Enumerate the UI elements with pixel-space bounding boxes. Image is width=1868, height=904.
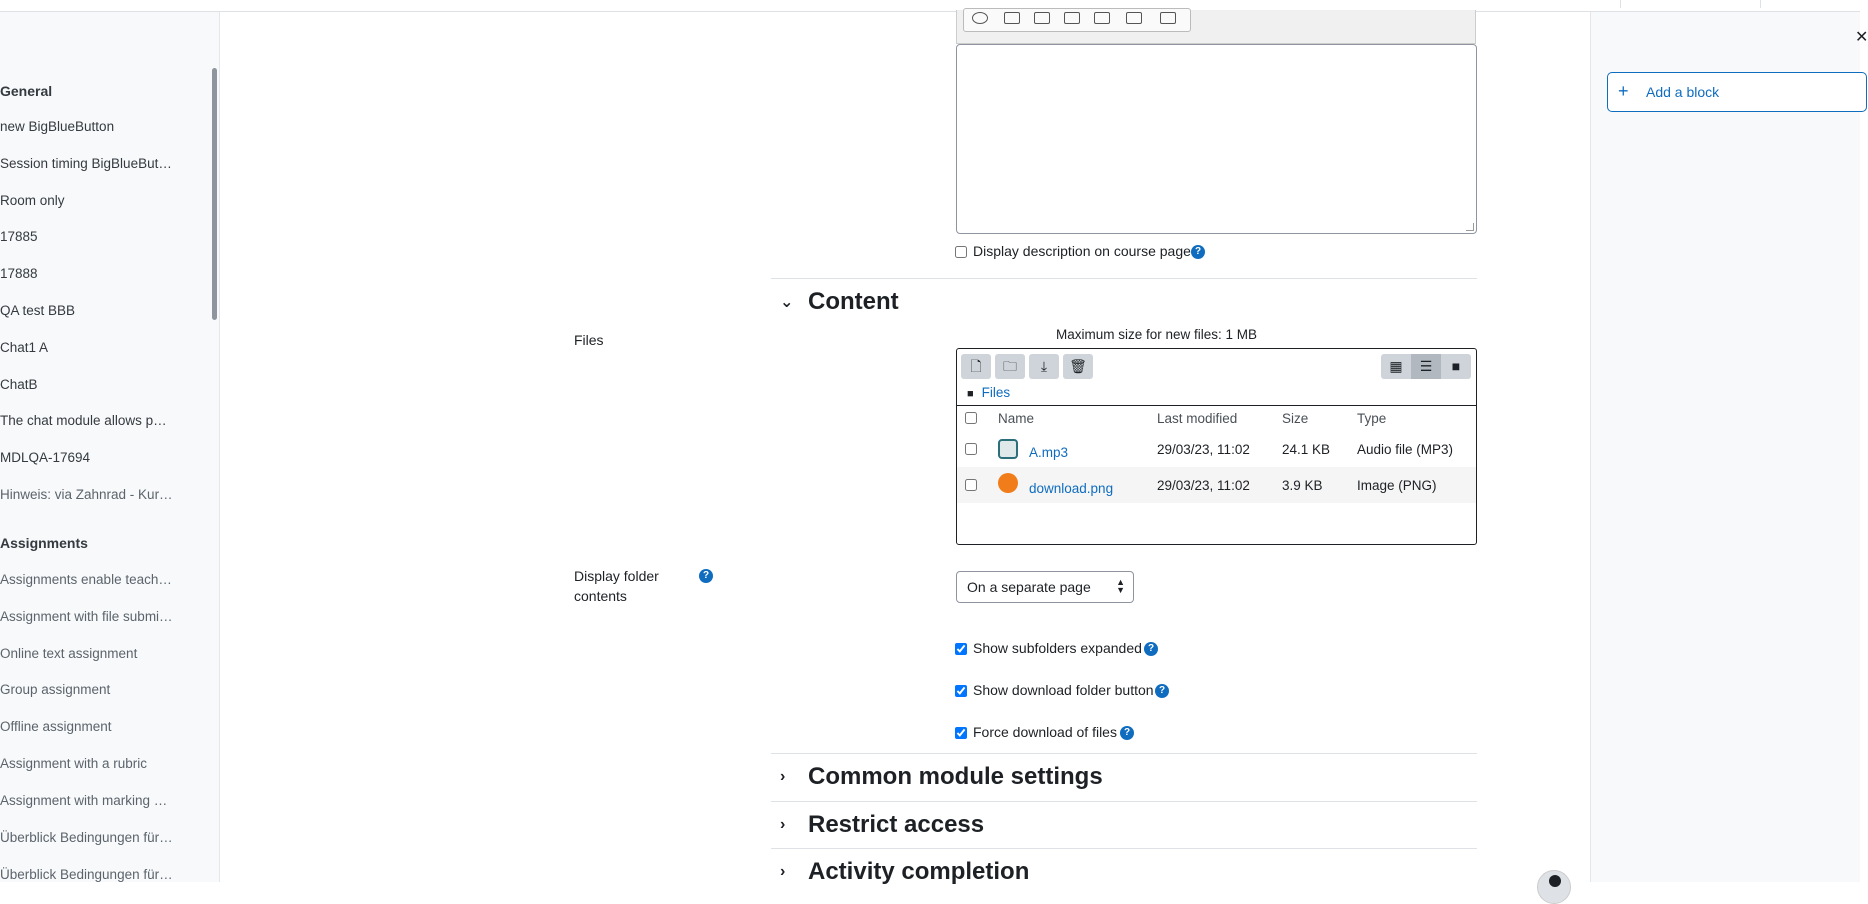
- file-modified: 29/03/23, 11:02: [1157, 442, 1250, 457]
- table-row[interactable]: [957, 467, 1476, 503]
- course-index-drawer: [0, 12, 220, 882]
- course-index-item[interactable]: Assignments enable teach…: [0, 572, 172, 587]
- question-icon: [1549, 875, 1561, 887]
- image-file-icon: [998, 473, 1018, 493]
- editor-toolbar: [956, 10, 1476, 44]
- footer-help-button[interactable]: [1537, 870, 1571, 904]
- row-checkbox[interactable]: [965, 479, 977, 491]
- display-description-label: Display description on course page: [973, 243, 1191, 259]
- course-index-scrollbar[interactable]: [212, 68, 217, 320]
- column-header-modified[interactable]: Last modified: [1157, 411, 1238, 426]
- column-header-size[interactable]: Size: [1282, 411, 1309, 426]
- restrict-access-header[interactable]: [780, 811, 984, 839]
- force-download-label: Force download of files: [973, 724, 1117, 740]
- section-title: Restrict access: [808, 811, 985, 838]
- main-region: [220, 12, 1590, 885]
- copy-icon[interactable]: [1126, 12, 1142, 24]
- delete-icon[interactable]: 🗑: [1063, 354, 1093, 379]
- section-title: Common module settings: [808, 763, 1103, 790]
- add-block-button[interactable]: [1607, 72, 1867, 112]
- course-index-item[interactable]: Assignment with a rubric: [0, 756, 148, 771]
- help-icon[interactable]: ?: [1191, 245, 1205, 259]
- file-size: 24.1 KB: [1282, 442, 1331, 457]
- description-editor[interactable]: [956, 44, 1477, 234]
- course-index-item[interactable]: new BigBlueButton: [0, 119, 115, 134]
- close-icon[interactable]: ✕: [1855, 29, 1868, 46]
- grid-view-icon[interactable]: ▦: [1381, 354, 1411, 379]
- chevron-down-icon: ⌄: [780, 294, 794, 311]
- file-type: Image (PNG): [1357, 478, 1437, 493]
- section-title: Activity completion: [808, 858, 1030, 885]
- course-index-item[interactable]: Überblick Bedingungen für…: [0, 830, 173, 845]
- section-divider: [771, 278, 1477, 279]
- resize-grip-icon[interactable]: [1466, 223, 1474, 231]
- table-icon[interactable]: [1094, 12, 1110, 24]
- content-section-header[interactable]: [780, 288, 899, 316]
- chevron-right-icon: ›: [780, 816, 786, 833]
- column-header-name[interactable]: Name: [998, 411, 1035, 426]
- course-index-item[interactable]: 17888: [0, 266, 38, 281]
- file-icon[interactable]: [1034, 12, 1050, 24]
- section-title: Content: [808, 288, 899, 315]
- display-description-checkbox[interactable]: [955, 246, 967, 258]
- help-icon[interactable]: ?: [1144, 642, 1158, 656]
- activity-completion-header[interactable]: [780, 858, 1029, 886]
- navbar-divider: [1760, 0, 1761, 8]
- course-section-assignments[interactable]: Assignments: [0, 535, 88, 551]
- editor-button-group: [963, 8, 1191, 32]
- help-icon[interactable]: ?: [1120, 726, 1134, 740]
- course-index-item[interactable]: Assignment with file submi…: [0, 609, 173, 624]
- tree-view-icon[interactable]: ■: [1441, 354, 1471, 379]
- add-file-icon[interactable]: 🗋: [961, 354, 991, 379]
- plus-icon: +: [1618, 81, 1629, 101]
- file-name[interactable]: A.mp3: [1029, 445, 1069, 460]
- show-subfolders-label: Show subfolders expanded: [973, 640, 1142, 656]
- breadcrumb-files[interactable]: Files: [981, 385, 1011, 400]
- course-index-item[interactable]: 17885: [0, 229, 38, 244]
- help-icon[interactable]: ?: [699, 569, 713, 583]
- folder-icon: ■: [967, 388, 974, 400]
- show-subfolders-checkbox[interactable]: [955, 643, 967, 655]
- file-manager: [956, 348, 1477, 545]
- html-icon[interactable]: [1160, 12, 1176, 24]
- course-index-item[interactable]: Überblick Bedingungen für…: [0, 867, 173, 882]
- files-table: [957, 405, 1476, 544]
- emoji-icon[interactable]: [972, 12, 988, 24]
- course-index-item[interactable]: Online text assignment: [0, 646, 138, 661]
- max-file-size: Maximum size for new files: 1 MB: [1056, 327, 1258, 342]
- navbar-divider: [1620, 0, 1621, 8]
- file-type: Audio file (MP3): [1357, 442, 1454, 457]
- row-checkbox[interactable]: [965, 443, 977, 455]
- course-index-item[interactable]: Chat1 A: [0, 340, 49, 355]
- course-index-item[interactable]: Room only: [0, 193, 65, 208]
- course-index-item[interactable]: MDLQA-17694: [0, 450, 91, 465]
- top-navbar: [0, 0, 1860, 12]
- display-folder-contents-label: Display folder contents: [574, 568, 659, 604]
- show-download-label: Show download folder button: [973, 682, 1154, 698]
- list-view-icon[interactable]: ☰: [1411, 354, 1441, 379]
- file-manager-toolbar: [957, 349, 1476, 379]
- common-module-settings-header[interactable]: [780, 763, 1103, 791]
- course-index-item[interactable]: QA test BBB: [0, 303, 76, 318]
- section-divider: [771, 753, 1477, 754]
- table-row[interactable]: [957, 431, 1476, 467]
- file-size: 3.9 KB: [1282, 478, 1323, 493]
- file-manager-breadcrumb[interactable]: [967, 385, 1010, 400]
- files-label: Files: [574, 332, 604, 348]
- course-index-item[interactable]: Group assignment: [0, 682, 111, 697]
- force-download-checkbox[interactable]: [955, 727, 967, 739]
- show-download-checkbox[interactable]: [955, 685, 967, 697]
- file-modified: 29/03/23, 11:02: [1157, 478, 1250, 493]
- chevron-right-icon: ›: [780, 863, 786, 880]
- select-value: On a separate page: [967, 579, 1091, 595]
- course-index-item[interactable]: The chat module allows p…: [0, 413, 167, 428]
- section-divider: [771, 801, 1477, 802]
- course-index-item[interactable]: Session timing BigBlueBut…: [0, 156, 172, 171]
- create-folder-icon[interactable]: 🗀: [995, 354, 1025, 379]
- course-index-item[interactable]: Hinweis: via Zahnrad - Kur…: [0, 487, 173, 502]
- audio-file-icon: [998, 439, 1018, 459]
- section-divider: [771, 848, 1477, 849]
- media-icon[interactable]: [1004, 12, 1020, 24]
- help-icon[interactable]: ?: [1155, 684, 1169, 698]
- course-index-item[interactable]: Assignment with marking …: [0, 793, 168, 808]
- file-name[interactable]: download.png: [1029, 481, 1114, 496]
- add-block-label: Add a block: [1646, 84, 1720, 100]
- record-icon[interactable]: [1064, 12, 1080, 24]
- download-icon[interactable]: ⤓: [1029, 354, 1059, 379]
- block-drawer: [1590, 12, 1868, 882]
- display-folder-contents-select[interactable]: [956, 571, 1134, 603]
- course-index-item[interactable]: Offline assignment: [0, 719, 112, 734]
- select-arrows-icon: ▲ ▼: [1116, 577, 1125, 595]
- course-section-general[interactable]: General: [0, 83, 53, 99]
- column-header-type[interactable]: Type: [1357, 411, 1387, 426]
- select-all-checkbox[interactable]: [965, 412, 977, 424]
- chevron-right-icon: ›: [780, 768, 786, 785]
- course-index-item[interactable]: ChatB: [0, 377, 38, 392]
